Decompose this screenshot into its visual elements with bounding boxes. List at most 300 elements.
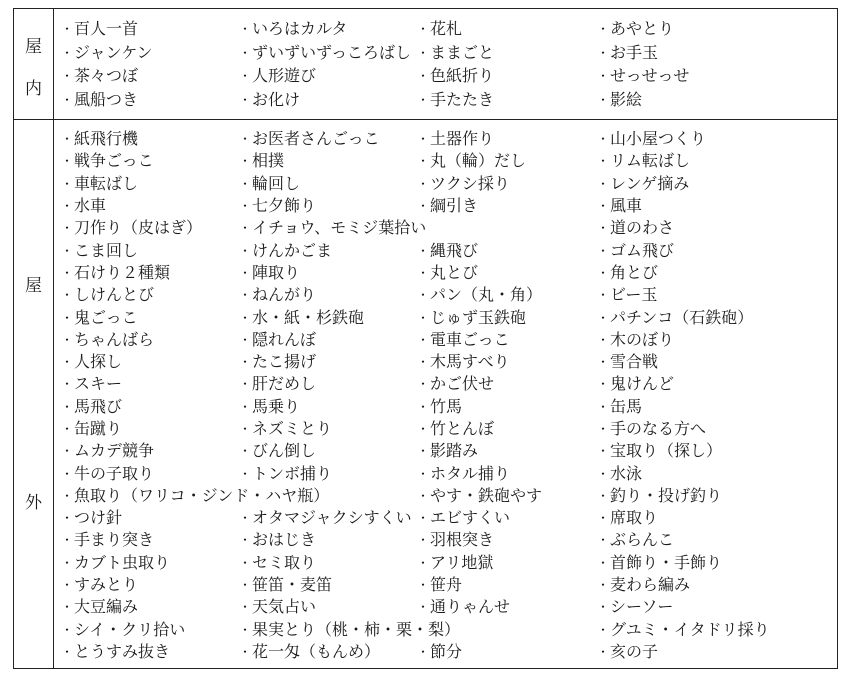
game-item [596,462,837,484]
bullet-mark: ・ [596,399,609,414]
game-name: 大豆編み [74,597,139,617]
game-name: 花札 [430,18,463,38]
game-item [596,173,837,195]
game-name: 紙飛行機 [74,129,139,149]
game-name: 馬飛び [74,396,123,416]
bullet-mark: ・ [238,92,251,107]
game-name: シイ・クリ拾い [74,619,186,639]
game-item [416,173,596,195]
game-name: 通りゃんせ [430,597,511,617]
game-name: ビー玉 [610,285,658,305]
bullet-mark: ・ [238,533,251,548]
game-name: トンボ捕り [252,463,333,483]
game-name: 手たたき [430,89,495,109]
bullet-mark: ・ [60,533,73,548]
game-name: 天気占い [252,597,317,617]
game-item [60,485,416,507]
game-item [60,41,238,65]
game-item [596,529,837,551]
bullet-mark: ・ [596,355,609,370]
bullet-mark: ・ [416,154,429,169]
bullet-mark: ・ [60,578,73,593]
game-item [596,262,837,284]
game-item [596,195,837,217]
game-name: 雪合戦 [610,352,659,372]
bullet-mark: ・ [416,92,429,107]
game-name: とうすみ抜き [74,641,171,661]
bullet-mark: ・ [238,221,251,236]
game-item [596,619,837,641]
bullet-mark: ・ [238,600,251,615]
game-item [416,262,596,284]
game-name: 丸とび [430,262,479,282]
game-name: しけんとび [74,285,155,305]
bullet-mark: ・ [238,466,251,481]
game-item [238,88,416,112]
game-item [416,596,596,618]
game-name: びん倒し [252,441,317,461]
bullet-mark: ・ [238,555,251,570]
game-item [238,306,416,328]
game-item [238,507,416,529]
game-name: 鬼けんど [610,374,675,394]
game-item [416,195,596,217]
game-name: イチョウ、モミジ葉拾い [252,218,427,238]
game-name: 肝だめし [252,374,317,394]
bullet-mark: ・ [238,69,251,84]
game-name: 土器作り [430,129,495,149]
game-name: ホタル捕り [430,463,511,483]
game-item [416,64,596,88]
game-item [596,329,837,351]
game-item [596,373,837,395]
game-name: 丸（輪）だし [430,151,527,171]
bullet-mark: ・ [596,533,609,548]
game-name: 花一匁（もんめ） [252,641,381,661]
game-item [596,485,837,507]
game-item [416,128,596,150]
bullet-mark: ・ [416,555,429,570]
bullet-mark: ・ [238,422,251,436]
game-name: 風車 [610,196,643,216]
game-name: 水車 [74,196,107,216]
bullet-mark: ・ [596,444,609,459]
game-name: 百人一首 [74,18,139,38]
game-name: 笹笛・麦笛 [252,575,333,595]
game-name: 山小屋つくり [610,129,707,149]
games-table [13,8,838,669]
game-item [416,552,596,574]
bullet-mark: ・ [60,45,73,60]
indoor-label-char-2: 内 [25,79,42,99]
bullet-mark: ・ [238,511,251,526]
bullet-mark: ・ [596,92,609,107]
game-item [416,373,596,395]
game-name: あやとり [610,18,675,38]
game-name: 水泳 [610,463,643,483]
bullet-mark: ・ [596,176,609,191]
bullet-mark: ・ [60,444,73,459]
game-name: パン（丸・角） [430,285,543,305]
bullet-mark: ・ [416,644,429,659]
game-name: かご伏せ [430,374,495,394]
game-item [596,41,837,65]
game-item [60,440,238,462]
bullet-mark: ・ [416,533,429,548]
game-name: ゴム飛び [610,240,675,260]
game-item [238,462,416,484]
outdoor-label-char-1: 屋 [25,276,42,296]
bullet-mark: ・ [416,355,429,370]
bullet-mark: ・ [238,154,251,169]
game-item [238,284,416,306]
bullet-mark: ・ [238,622,251,637]
bullet-mark: ・ [60,92,73,107]
game-item [60,529,238,551]
bullet-mark: ・ [416,466,429,481]
bullet-mark: ・ [60,69,73,84]
game-name: グユミ・イタドリ採り [610,619,770,639]
game-item [596,17,837,41]
game-name: パチンコ（石鉄砲） [610,307,754,327]
bullet-mark: ・ [416,21,429,36]
game-item [60,574,238,596]
game-item [416,351,596,373]
game-name: つけ針 [74,508,123,528]
bullet-mark: ・ [60,199,73,214]
game-name: 馬乗り [252,396,301,416]
bullet-mark: ・ [60,265,73,280]
game-name: 水・紙・杉鉄砲 [252,307,365,327]
game-item [238,150,416,172]
bullet-mark: ・ [416,600,429,615]
game-item [60,462,238,484]
game-item [60,373,238,395]
bullet-mark: ・ [60,555,73,570]
bullet-mark: ・ [596,377,609,392]
game-item [238,641,416,663]
bullet-mark: ・ [60,466,73,481]
game-item [596,596,837,618]
bullet-mark: ・ [596,644,609,659]
game-item [596,396,837,418]
bullet-mark: ・ [416,422,429,436]
game-name: 笹舟 [430,575,463,595]
column-divider [53,9,54,668]
bullet-mark: ・ [60,399,73,414]
game-name: スキー [74,374,123,394]
game-item [60,88,238,112]
bullet-mark: ・ [238,45,251,60]
game-name: 麦わら編み [610,575,691,595]
game-name: 釣り・投げ釣り [610,485,723,505]
game-item [238,351,416,373]
bullet-mark: ・ [60,154,73,169]
game-item [416,418,596,440]
game-name: 道のわさ [610,218,675,238]
game-name: お医者さんごっこ [252,129,380,149]
bullet-mark: ・ [60,377,73,392]
game-item [60,396,238,418]
game-name: オタマジャクシすくい [252,508,412,528]
game-name: 首飾り・手飾り [610,552,723,572]
bullet-mark: ・ [238,332,251,347]
game-name: リム転ばし [610,151,691,171]
game-name: 影絵 [610,89,643,109]
bullet-mark: ・ [596,154,609,169]
bullet-mark: ・ [60,511,73,526]
game-item [238,329,416,351]
game-name: たこ揚げ [252,352,317,372]
bullet-mark: ・ [596,221,609,236]
game-item [416,396,596,418]
game-name: 竹とんぼ [430,419,495,438]
bullet-mark: ・ [238,199,251,214]
game-name: 魚取り（ワリコ・ジンド・ハヤ瓶） [74,485,330,505]
game-name: 茶々つぼ [74,66,139,86]
game-name: 風船つき [74,89,139,109]
game-item [238,262,416,284]
indoor-label-char-1: 屋 [25,37,42,57]
game-item [60,329,238,351]
game-name: ままごと [430,42,495,62]
game-item [60,507,238,529]
bullet-mark: ・ [60,243,73,258]
game-item [238,41,416,65]
game-item [60,64,238,88]
game-name: じゅず玉鉄砲 [430,307,527,327]
bullet-mark: ・ [416,265,429,280]
game-name: 果実とり（桃・柿・栗・梨） [252,619,461,639]
game-item [238,217,596,239]
bullet-mark: ・ [416,176,429,191]
bullet-mark: ・ [416,377,429,392]
game-item [416,574,596,596]
game-name: 竹馬 [430,396,463,416]
game-name: おはじき [252,530,317,550]
bullet-mark: ・ [60,622,73,637]
bullet-mark: ・ [416,45,429,60]
bullet-mark: ・ [596,332,609,347]
bullet-mark: ・ [238,132,251,147]
game-item [60,619,238,641]
game-item [596,217,837,239]
bullet-mark: ・ [596,21,609,36]
game-item [238,173,416,195]
game-name: アリ地獄 [430,552,494,572]
indoor-games-list [60,17,837,112]
game-item [596,150,837,172]
game-item [238,128,416,150]
game-name: せっせっせ [610,66,690,86]
game-item [60,552,238,574]
bullet-mark: ・ [60,332,73,347]
game-name: ねんがり [252,285,317,305]
game-name: 石けり２種類 [74,262,171,282]
game-name: ツクシ採り [430,173,510,193]
bullet-mark: ・ [416,199,429,214]
game-name: お手玉 [610,42,659,62]
bullet-mark: ・ [60,355,73,370]
game-item [60,641,238,663]
game-name: 木馬すべり [430,352,510,372]
bullet-mark: ・ [238,377,251,392]
outdoor-games-list [60,128,837,663]
game-name: 缶蹴り [74,419,123,438]
game-item [238,619,596,641]
game-name: 影踏み [430,441,479,461]
bullet-mark: ・ [596,310,609,325]
game-item [238,418,416,440]
bullet-mark: ・ [416,132,429,147]
game-item [416,641,596,663]
bullet-mark: ・ [238,399,251,414]
bullet-mark: ・ [596,511,609,526]
game-name: 綱引き [430,196,479,216]
game-item [238,574,416,596]
game-item [238,195,416,217]
game-name: 色紙折り [430,66,495,86]
game-name: すみとり [74,575,139,595]
game-item [596,418,837,440]
game-item [238,239,416,261]
bullet-mark: ・ [596,199,609,214]
game-name: 輪回し [252,173,301,193]
game-name: 宝取り（探し） [610,441,723,461]
game-item [238,373,416,395]
bullet-mark: ・ [60,21,73,36]
bullet-mark: ・ [60,600,73,615]
game-name: こま回し [74,240,139,260]
bullet-mark: ・ [416,288,429,303]
bullet-mark: ・ [416,488,429,503]
game-item [60,195,238,217]
bullet-mark: ・ [238,644,251,659]
game-name: 陣取り [252,262,301,282]
game-item [596,641,837,663]
game-name: 角とび [610,262,659,282]
game-name: 刀作り（皮はぎ） [74,218,203,238]
game-name: 人探し [74,352,123,372]
game-name: いろはカルタ [252,18,348,38]
bullet-mark: ・ [60,644,73,659]
game-name: 縄飛び [430,240,479,260]
game-name: シーソー [610,597,674,617]
bullet-mark: ・ [596,488,609,503]
game-item [416,507,596,529]
game-name: 相撲 [252,151,285,171]
game-item [596,351,837,373]
game-name: 車転ばし [74,173,139,193]
game-name: 人形遊び [252,66,317,86]
bullet-mark: ・ [238,310,251,325]
game-item [416,41,596,65]
game-name: エビすくい [430,508,511,528]
game-item [60,17,238,41]
bullet-mark: ・ [238,288,251,303]
game-name: ちゃんばら [74,329,155,349]
bullet-mark: ・ [60,310,73,325]
game-item [416,529,596,551]
game-item [596,306,837,328]
game-item [596,440,837,462]
game-name: 木のぼり [610,329,675,349]
game-item [416,306,596,328]
game-name: ムカデ競争 [74,441,155,461]
game-item [416,440,596,462]
game-item [416,329,596,351]
game-item [596,64,837,88]
game-name: ジャンケン [74,42,153,62]
bullet-mark: ・ [60,488,73,503]
game-name: 七夕飾り [252,196,317,216]
game-item [596,284,837,306]
bullet-mark: ・ [238,444,251,459]
game-item [596,128,837,150]
game-name: やす・鉄砲やす [430,485,543,505]
bullet-mark: ・ [238,243,251,258]
bullet-mark: ・ [60,132,73,147]
bullet-mark: ・ [416,69,429,84]
bullet-mark: ・ [416,399,429,414]
game-item [60,418,238,440]
game-item [60,128,238,150]
game-item [416,485,596,507]
bullet-mark: ・ [596,69,609,84]
bullet-mark: ・ [596,265,609,280]
game-item [60,596,238,618]
game-item [238,440,416,462]
game-name: 席取り [610,508,659,528]
game-item [60,306,238,328]
bullet-mark: ・ [60,221,73,236]
game-item [416,150,596,172]
bullet-mark: ・ [596,578,609,593]
game-name: 亥の子 [610,641,659,661]
bullet-mark: ・ [60,422,73,436]
game-name: レンゲ摘み [610,173,690,193]
game-name: 鬼ごっこ [74,307,138,327]
game-name: 缶馬 [610,396,643,416]
game-item [60,173,238,195]
bullet-mark: ・ [416,444,429,459]
game-item [238,596,416,618]
game-name: 手まり突き [74,530,155,550]
bullet-mark: ・ [416,578,429,593]
bullet-mark: ・ [60,288,73,303]
bullet-mark: ・ [238,21,251,36]
bullet-mark: ・ [416,511,429,526]
game-name: ネズミとり [252,419,333,438]
game-name: 隠れんぼ [252,329,317,349]
game-item [60,239,238,261]
game-item [416,239,596,261]
game-name: カブト虫取り [74,552,171,572]
bullet-mark: ・ [416,310,429,325]
game-name: 節分 [430,641,463,661]
outdoor-label-char-2: 外 [25,493,42,513]
game-item [416,88,596,112]
game-item [60,284,238,306]
game-item [60,150,238,172]
game-name: お化け [252,89,301,109]
game-item [60,262,238,284]
bullet-mark: ・ [596,600,609,615]
bullet-mark: ・ [596,555,609,570]
game-item [238,396,416,418]
bullet-mark: ・ [596,466,609,481]
bullet-mark: ・ [596,132,609,147]
